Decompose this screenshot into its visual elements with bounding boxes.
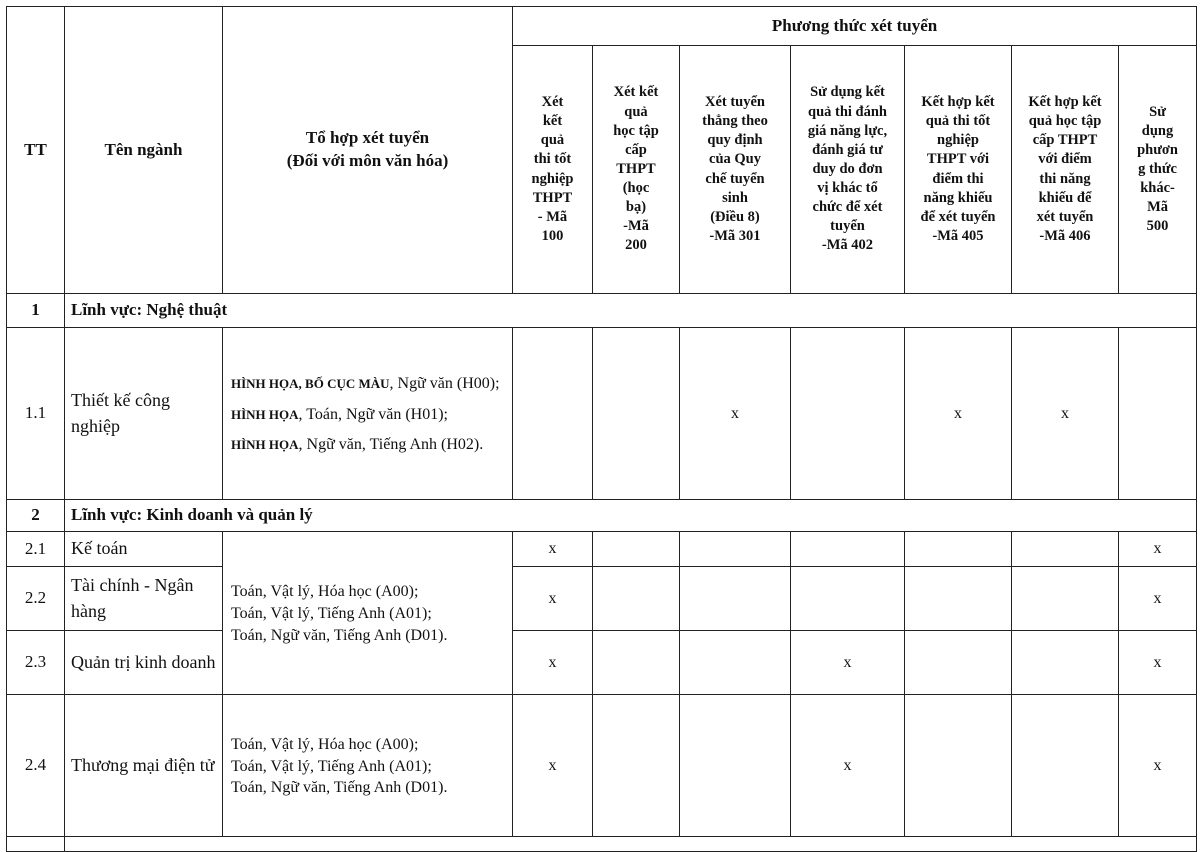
header-tohop-line1: Tổ hợp xét tuyển	[305, 128, 430, 148]
method-header-line: quả thi tốt	[925, 113, 991, 130]
method-header-line: Sử	[1149, 103, 1166, 120]
method-mark	[1119, 328, 1197, 500]
method-header-line: cấp	[625, 141, 647, 158]
method-mark: x	[513, 567, 593, 631]
method-mark	[513, 328, 593, 500]
method-header-line: 200	[625, 237, 647, 254]
method-mark	[680, 532, 791, 567]
method-mark	[791, 532, 905, 567]
row-number: 1.1	[7, 328, 65, 500]
method-mark	[593, 328, 680, 500]
method-header-line: nghiệp	[937, 132, 979, 149]
method-mark	[593, 532, 680, 567]
method-header-line: thẳng theo	[702, 113, 768, 130]
method-header-line: xét tuyển	[1036, 208, 1094, 225]
method-header	[513, 46, 593, 294]
header-tohop-line2: (Đối với môn văn hóa)	[286, 151, 449, 170]
method-header-line: chế tuyển	[705, 170, 765, 187]
method-mark	[680, 695, 791, 837]
table-row-cutoff	[7, 837, 1197, 852]
method-header-line: -Mã 301	[709, 227, 761, 244]
method-mark	[1012, 695, 1119, 837]
method-header-line: Sử dụng kết	[810, 84, 885, 101]
method-header-line: -Mã 402	[821, 237, 874, 254]
method-header-line: thi năng	[1039, 170, 1091, 187]
method-header-line: quả	[624, 103, 648, 120]
method-header-line: của Quy	[709, 151, 761, 168]
method-header-line: THPT	[532, 189, 573, 206]
method-mark: x	[513, 631, 593, 695]
major-name: Thương mại điện tử	[65, 695, 223, 837]
table-row	[7, 328, 1197, 500]
method-header-line: thi tốt	[533, 151, 572, 168]
method-header-line: THPT	[616, 160, 656, 177]
combo-item: HÌNH HỌA, Ngữ văn, Tiếng Anh (H02).	[231, 436, 484, 454]
subject-combos	[223, 532, 513, 695]
method-header-line: Xét kết	[613, 84, 659, 101]
combo-item: Toán, Vật lý, Tiếng Anh (A01);	[231, 757, 432, 775]
method-mark	[1012, 631, 1119, 695]
section-title: Lĩnh vực: Nghệ thuật	[65, 294, 1197, 328]
subject-combos	[223, 695, 513, 837]
method-mark	[593, 631, 680, 695]
method-header-line: chức để xét	[812, 199, 883, 216]
method-mark	[905, 532, 1012, 567]
method-header	[905, 46, 1012, 294]
method-mark	[680, 631, 791, 695]
method-header-line: nghiệp	[531, 170, 574, 187]
method-header-line: quả học tập	[1028, 113, 1102, 130]
subject-combos	[223, 328, 513, 500]
method-header-line: khác-	[1140, 180, 1175, 197]
method-mark: x	[1119, 631, 1197, 695]
method-header-line: với điểm	[1038, 151, 1092, 168]
header-phuong-thuc: Phương thức xét tuyển	[513, 7, 1197, 46]
method-header-line: (học	[622, 180, 650, 197]
method-mark: x	[905, 328, 1012, 500]
combo-item: Toán, Vật lý, Tiếng Anh (A01);	[231, 605, 432, 623]
method-mark	[791, 328, 905, 500]
method-header-line: (Điều 8)	[710, 208, 760, 225]
header-tohop	[223, 7, 513, 294]
method-header-line: quả	[540, 132, 565, 149]
combo-item: Toán, Vật lý, Hóa học (A00);	[231, 583, 419, 601]
method-mark	[593, 567, 680, 631]
header-nganh: Tên ngành	[65, 7, 223, 294]
method-mark: x	[513, 532, 593, 567]
method-mark: x	[513, 695, 593, 837]
method-header-line: đánh giá tư	[812, 141, 883, 158]
method-header-line: giá năng lực,	[807, 122, 888, 139]
combo-item: HÌNH HỌA, BỐ CỤC MÀU, Ngữ văn (H00);	[231, 374, 500, 392]
combo-item: Toán, Ngữ văn, Tiếng Anh (D01).	[231, 626, 448, 644]
method-mark: x	[1119, 567, 1197, 631]
table-row	[7, 695, 1197, 837]
method-mark	[593, 695, 680, 837]
section-number: 2	[7, 500, 65, 532]
section-title: Lĩnh vực: Kinh doanh và quản lý	[65, 500, 1197, 532]
major-name: Kế toán	[65, 532, 223, 567]
method-mark: x	[1119, 532, 1197, 567]
combo-item: Toán, Vật lý, Hóa học (A00);	[231, 735, 419, 753]
method-header-line: điểm thi	[932, 170, 984, 187]
table-row	[7, 532, 1197, 567]
method-header-line: - Mã	[537, 208, 568, 225]
method-header-line: kết	[542, 113, 563, 130]
combo-item: HÌNH HỌA, Toán, Ngữ văn (H01);	[231, 405, 448, 423]
combo-item: Toán, Ngữ văn, Tiếng Anh (D01).	[231, 779, 448, 797]
method-header-line: g thức	[1138, 160, 1177, 177]
method-header-line: quả thi đánh	[808, 103, 887, 120]
table-row	[7, 567, 1197, 631]
row-number: 2.4	[7, 695, 65, 837]
method-mark	[1012, 532, 1119, 567]
method-header-line: Kết hợp kết	[1028, 94, 1102, 110]
section-number: 1	[7, 294, 65, 328]
method-mark: x	[680, 328, 791, 500]
method-mark: x	[791, 695, 905, 837]
method-header-line: -Mã 405	[932, 227, 984, 244]
row-number: 2.3	[7, 631, 65, 695]
method-header-line: để xét tuyển	[920, 208, 996, 225]
method-header	[1119, 46, 1197, 294]
method-header-line: tuyển	[830, 218, 865, 235]
method-header-line: THPT với	[926, 151, 990, 168]
method-header	[1012, 46, 1119, 294]
method-header-line: quy định	[707, 132, 763, 149]
method-mark	[680, 567, 791, 631]
method-header-line: duy do đơn	[812, 160, 883, 177]
major-name: Quản trị kinh doanh	[65, 631, 223, 695]
header-tt: TT	[7, 7, 65, 294]
method-header-line: học tập	[613, 122, 659, 139]
method-header-line: sinh	[722, 189, 748, 206]
method-mark	[791, 567, 905, 631]
method-mark: x	[791, 631, 905, 695]
method-header-line: phươn	[1137, 141, 1178, 158]
row-number: 2.2	[7, 567, 65, 631]
method-header-line: khiếu để	[1038, 189, 1092, 206]
row-number: 2.1	[7, 532, 65, 567]
method-header-line: dụng	[1141, 122, 1174, 139]
method-header-line: Mã	[1147, 199, 1168, 216]
method-header-line: 500	[1146, 218, 1169, 235]
major-name: Tài chính - Ngân hàng	[65, 567, 223, 631]
major-name: Thiết kế công nghiệp	[65, 328, 223, 500]
method-header-line: Xét	[541, 94, 564, 110]
method-mark	[905, 631, 1012, 695]
method-header-line: Kết hợp kết	[921, 94, 995, 110]
method-header-line: 100	[541, 227, 564, 244]
method-mark	[905, 567, 1012, 631]
method-header	[593, 46, 680, 294]
method-header-line: -Mã 406	[1039, 227, 1091, 244]
method-mark	[905, 695, 1012, 837]
method-header	[680, 46, 791, 294]
method-header-line: vị khác tổ	[817, 180, 878, 197]
method-header-line: năng khiếu	[923, 189, 993, 206]
method-header	[791, 46, 905, 294]
table-row	[7, 631, 1197, 695]
method-mark: x	[1119, 695, 1197, 837]
method-mark	[1012, 567, 1119, 631]
method-header-line: cấp THPT	[1032, 132, 1098, 149]
admission-methods-table	[6, 6, 1197, 852]
method-header-line: bạ)	[625, 199, 647, 216]
method-header-line: -Mã	[623, 218, 649, 235]
method-header-line: Xét tuyển	[704, 94, 765, 110]
method-mark: x	[1012, 328, 1119, 500]
